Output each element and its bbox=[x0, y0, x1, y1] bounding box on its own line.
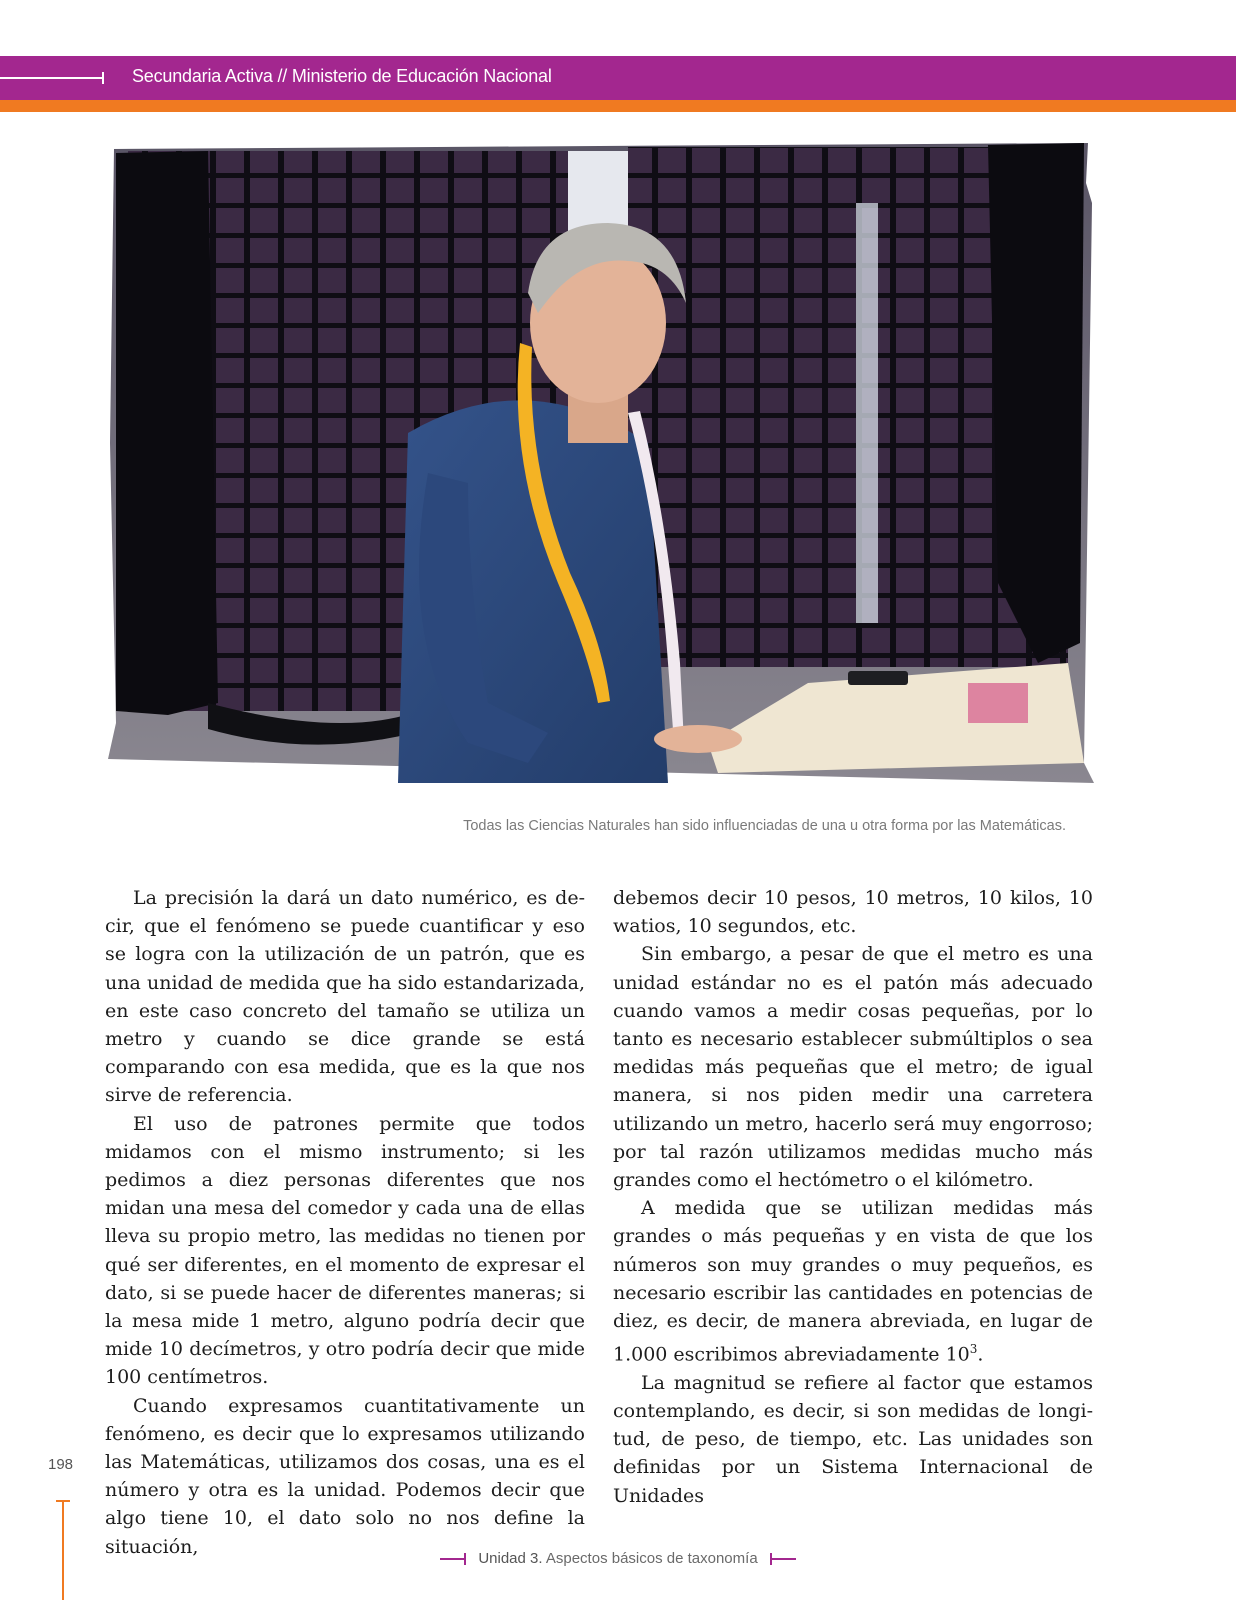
footer-unit: Unidad 3. bbox=[478, 1550, 543, 1567]
photo-tailor-measuring bbox=[108, 143, 1094, 783]
footer-mark-right bbox=[770, 1558, 796, 1560]
footer-topic: Aspectos básicos de taxonomía bbox=[542, 1550, 758, 1567]
header-rule bbox=[0, 77, 104, 79]
paragraph: debemos decir 10 pesos, 10 metros, 10 kilos, 10 watios, 10 segundos, etc. bbox=[613, 887, 1093, 938]
paragraph-text: A medida que se utilizan medidas más grandes o más pequeñas y en vista de que los números son muy grandes o muy pequeños, es necesario escribir las cantidades en potencias de diez, es decir, de manera abreviada, en lugar de 1.000 escribimos abreviadamente 10 bbox=[613, 1197, 1093, 1366]
exponent: 3 bbox=[969, 1342, 978, 1357]
left-column bbox=[105, 884, 585, 1561]
page-number: 198 bbox=[48, 1456, 74, 1473]
side-rule-cap bbox=[56, 1500, 70, 1502]
photo-illustration bbox=[108, 143, 1094, 783]
footer-mark-left bbox=[440, 1558, 466, 1560]
paragraph: Sin embargo, a pesar de que el metro es una unidad estándar no es el patón más adecuado cuando vamos a medir cosas pequeñas, por lo tanto es necesario establecer submúltiplos o sea medidas más pequeñas que el metro; de igual manera, si nos piden medir una carretera utilizando un metro, hacerlo será muy engorroso; por tal razón utilizamos medidas mucho más grandes como el hectómetro o el kilómetro. bbox=[613, 943, 1093, 1192]
paragraph: El uso de patrones permite que todos midamos con el mismo instrumento; si les pedimos a diez personas diferentes que nos midan una mesa del comedor y cada una de ellas lleva su propio metro, las medidas no tienen por qué ser diferentes, en el momento de expresar el dato, si se puede hacer de diferentes maneras; si la mesa mide 1 metro, alguno podría decir que mide 10 decímetros, y otro podría decir que mide 100 centímetros. bbox=[105, 1112, 585, 1389]
paragraph-end: . bbox=[977, 1343, 984, 1366]
header-accent-stripe bbox=[0, 100, 1236, 112]
header-rule-cap bbox=[102, 72, 104, 84]
footer bbox=[0, 1550, 1236, 1567]
photo-caption: Todas las Ciencias Naturales han sido influenciadas de una u otra forma por las Matemáticas. bbox=[463, 818, 1066, 834]
right-column bbox=[613, 884, 1093, 1510]
paragraph: La magnitud se refiere al factor que estamos contemplando, es decir, si son medidas de longitud, de peso, de tiempo, etc. Las unidades son definidas por un Sistema Internacional de Unidades bbox=[613, 1371, 1093, 1507]
paragraph-powers-of-ten bbox=[613, 1194, 1093, 1369]
paragraph: Cuando expresamos cuantitativamente un fenómeno, es decir que lo expresamos utilizando las Matemáticas, utilizamos dos cosas, una es el número y otra es la unidad. Podemos decir que algo tiene 10, el dato solo no nos define la situación, bbox=[105, 1394, 585, 1558]
paragraph: La precisión la dará un dato numérico, es decir, que el fenómeno se puede cuantificar y eso se logra con la utilización de un patrón, que es una unidad de medida que ha sido estandarizada, en este caso concreto del tamaño se utiliza un metro y cuando se dice grande se está comparando con esa medida, que es la que nos sirve de referencia. bbox=[105, 887, 585, 1107]
header-title: Secundaria Activa // Ministerio de Educación Nacional bbox=[132, 66, 552, 86]
